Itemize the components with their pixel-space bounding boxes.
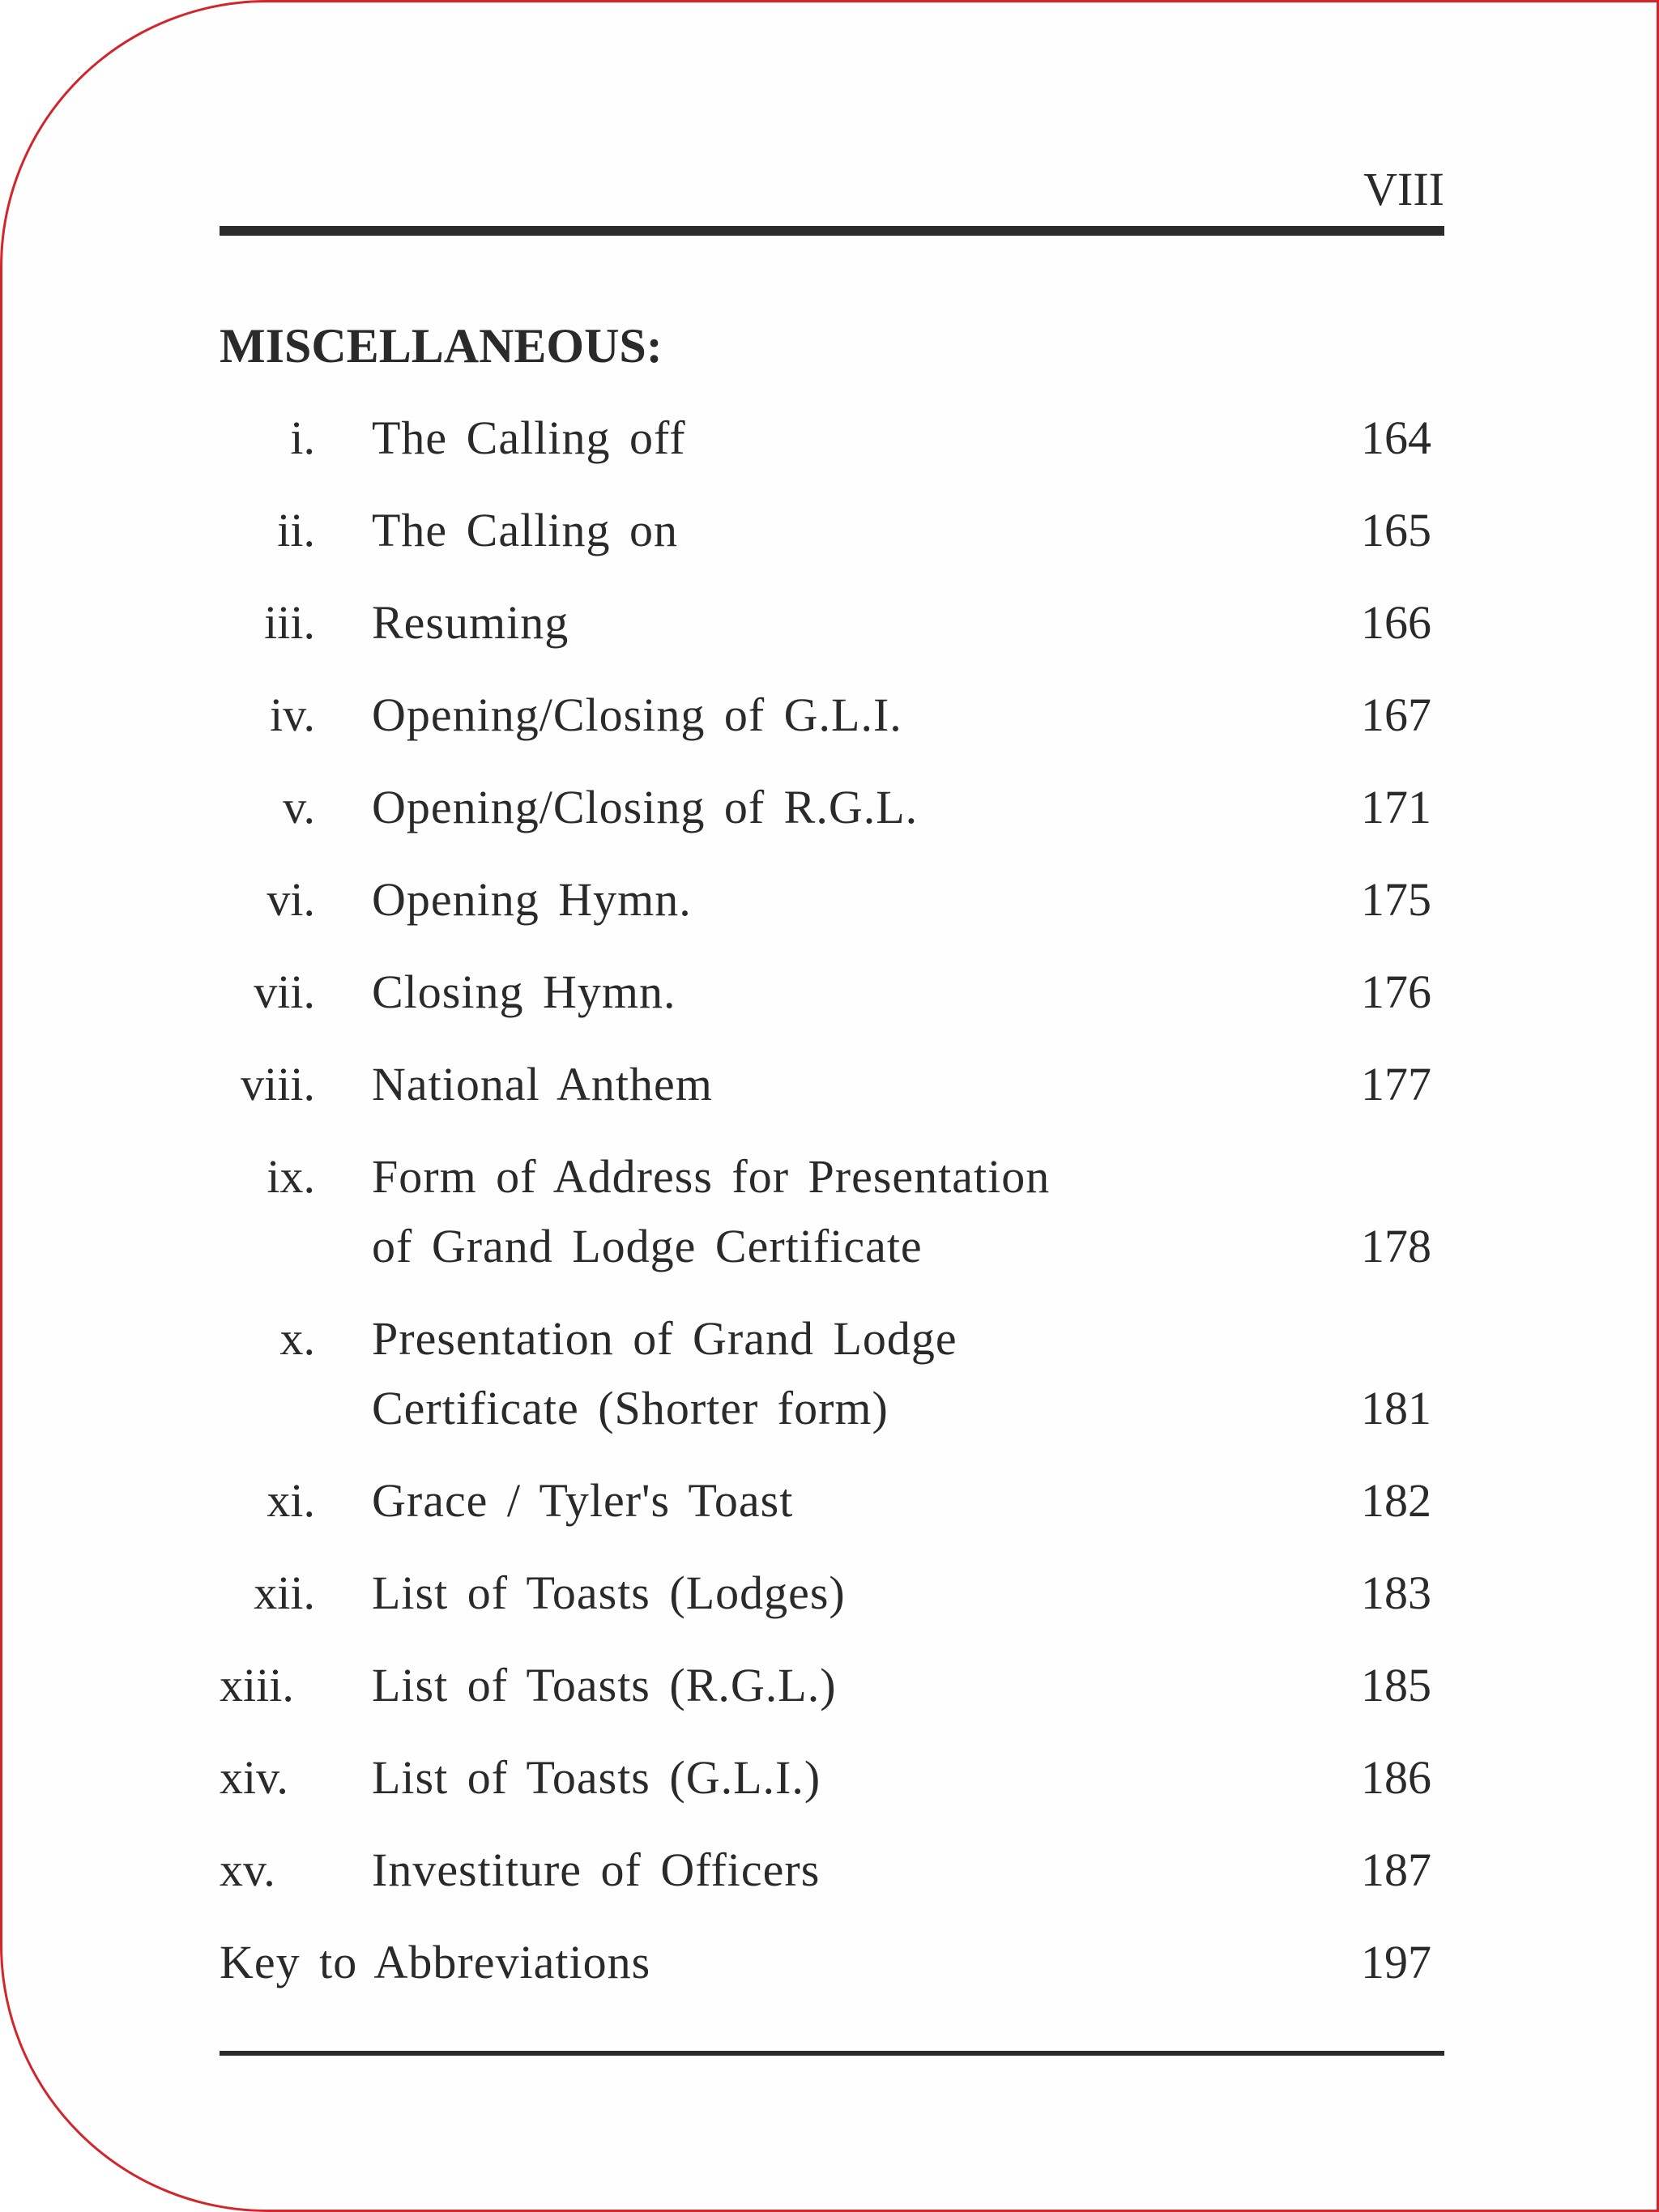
toc-entry-title-line: Presentation of Grand Lodge [372, 1312, 957, 1365]
toc-entry-number: xv. [220, 1843, 275, 1896]
toc-entry-number: xii. [254, 1566, 315, 1619]
toc-entry-page: 186 [1361, 1751, 1431, 1804]
toc-entry-page: 164 [1361, 411, 1431, 464]
toc-entry-number: i. [290, 411, 315, 464]
toc-entry-page: 177 [1361, 1058, 1431, 1110]
toc-entry-number: ii. [277, 504, 315, 556]
toc-entry-title-line: The Calling on [372, 504, 678, 556]
toc-entry-number: x. [279, 1312, 315, 1365]
toc-entry-title-line: National Anthem [372, 1058, 713, 1110]
toc-entry-number: iii. [264, 596, 315, 649]
toc-entry-title [372, 1835, 1263, 1905]
toc-entry-title [372, 496, 1263, 565]
toc-entry-number: xi. [267, 1474, 315, 1527]
toc-entry-title [372, 1050, 1263, 1119]
toc-entry-title [372, 865, 1263, 935]
toc-entry-title [372, 1142, 1263, 1281]
toc-entry-page: 171 [1361, 781, 1431, 833]
toc-entry-title-line: List of Toasts (G.L.I.) [372, 1751, 821, 1804]
toc-entry-page: 197 [1361, 1936, 1431, 1988]
toc-entry-number: ix. [267, 1150, 315, 1203]
toc-entry-title-line: Resuming [372, 596, 569, 649]
bottom-rule [220, 2051, 1444, 2056]
section-heading: MISCELLANEOUS: [220, 319, 663, 373]
toc-entry-title [372, 588, 1263, 658]
toc-entry-number: xiv. [220, 1751, 288, 1804]
toc-entry-page: 166 [1361, 596, 1431, 649]
toc-entry-title-line: Opening/Closing of G.L.I. [372, 688, 902, 741]
toc-entry-title-line: Form of Address for Presentation [372, 1150, 1051, 1203]
toc-entry-page: 167 [1361, 688, 1431, 741]
toc-entry-title [372, 1558, 1263, 1628]
toc-entry-number: iv. [270, 688, 315, 741]
top-rule [220, 226, 1444, 236]
toc-entry-title-line: of Grand Lodge Certificate [372, 1220, 923, 1272]
toc-entry-page: 176 [1361, 965, 1431, 1018]
toc-entry-title-line: Certificate (Shorter form) [372, 1382, 889, 1434]
toc-entry-title [372, 680, 1263, 750]
toc-entry-number: v. [283, 781, 315, 833]
toc-entry-title [372, 1743, 1263, 1813]
toc-entry-title-line: List of Toasts (Lodges) [372, 1566, 846, 1619]
toc-entry-page: 181 [1361, 1382, 1431, 1434]
toc-entry-title [372, 773, 1263, 842]
toc-entry-number: vii. [254, 965, 315, 1018]
toc-entry-page: 175 [1361, 873, 1431, 926]
toc-entry-title-line: Opening Hymn. [372, 873, 692, 926]
toc-entry-page: 187 [1361, 1843, 1431, 1896]
toc-entry-page: 183 [1361, 1566, 1431, 1619]
toc-entry-page: 185 [1361, 1659, 1431, 1711]
toc-entry-title [372, 957, 1263, 1027]
page-number: VIII [1363, 163, 1444, 215]
toc-entry-page: 178 [1361, 1220, 1431, 1272]
toc-entry-title: Key to Abbreviations [220, 1936, 651, 1988]
toc-entry-title [372, 403, 1263, 473]
toc-entry-title-line: List of Toasts (R.G.L.) [372, 1659, 837, 1711]
toc-entry-title [372, 1304, 1263, 1443]
toc-entry-number: viii. [241, 1058, 315, 1110]
toc-entry-title-line: Opening/Closing of R.G.L. [372, 781, 919, 833]
toc-entry-title-line: The Calling off [372, 411, 686, 464]
toc-entry-number: xiii. [220, 1659, 294, 1711]
toc-entry-title-line: Investiture of Officers [372, 1843, 821, 1896]
toc-entry-page: 165 [1361, 504, 1431, 556]
toc-entry-title [372, 1651, 1263, 1720]
toc-entry-number: vi. [267, 873, 315, 926]
toc-entry-page: 182 [1361, 1474, 1431, 1527]
toc-entry-title-line: Closing Hymn. [372, 965, 676, 1018]
toc-entry-title-line: Grace / Tyler's Toast [372, 1474, 794, 1527]
toc-entry-title [372, 1466, 1263, 1536]
